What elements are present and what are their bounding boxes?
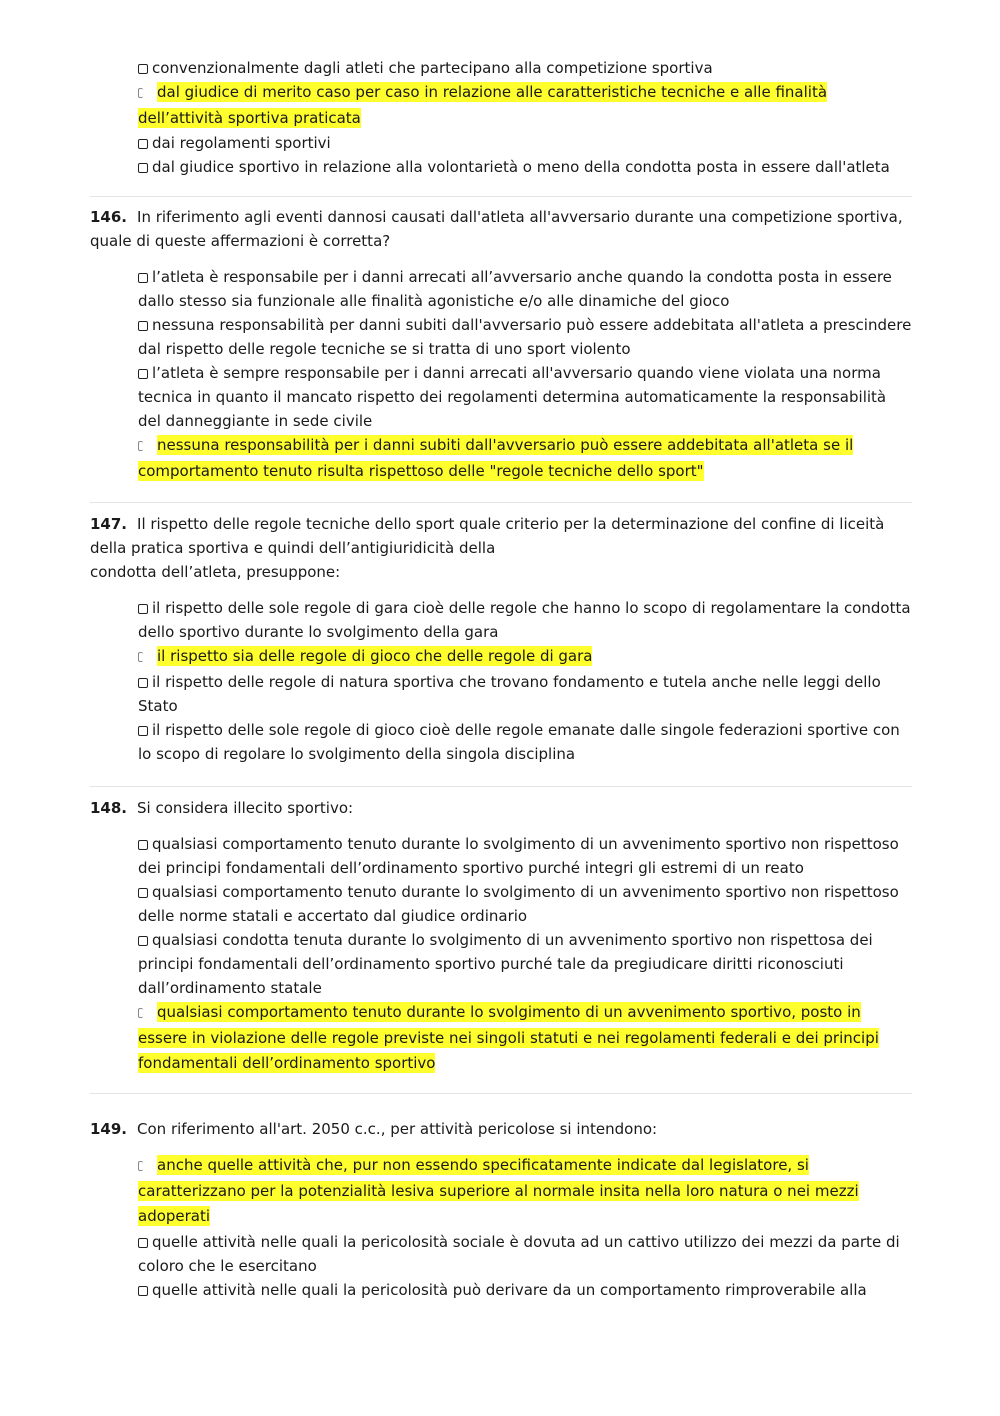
question-number: 147. (90, 515, 128, 533)
option-text: dal giudice sportivo in relazione alla volontarietà o meno della condotta posta in essere dall'atleta (152, 158, 890, 176)
option-text: il rispetto delle regole di natura sportiva che trovano fondamento e tutela anche nelle leggi dello Stato (138, 672, 881, 715)
option-text: qualsiasi comportamento tenuto durante lo svolgimento di un avvenimento sportivo non rispettoso delle norme statali e accertato dal giudice ordinario (138, 883, 899, 925)
checkbox-icon[interactable] (138, 1286, 148, 1296)
option-text: il rispetto delle sole regole di gioco cioè delle regole emanate dalle singole federazioni sportive con lo scopo di regolare lo svolgimento della singola disciplina (138, 720, 900, 763)
question-number: 148. (90, 799, 128, 817)
option-145-a[interactable] (138, 56, 912, 80)
option-text: qualsiasi comportamento tenuto durante lo svolgimento di un avvenimento sportivo non rispettoso dei principi fondamentali dell’ordinamento sportivo purché integri gli estremi di un reato (138, 835, 899, 877)
question-146 (90, 205, 912, 484)
question-145-tail (90, 56, 912, 179)
option-147-c[interactable] (138, 670, 912, 718)
checkbox-icon[interactable] (138, 888, 148, 898)
option-text-highlighted: qualsiasi comportamento tenuto durante lo svolgimento di un avvenimento sportivo, posto in essere in violazione delle regole previste nei singoli statuti e nei regolamenti federali e dei principi fondamentali dell’ordinamento sportivo (138, 1003, 879, 1072)
question-149 (90, 1117, 912, 1302)
checkbox-icon[interactable] (138, 163, 148, 173)
option-148-b[interactable] (138, 880, 912, 928)
option-text-highlighted: nessuna responsabilità per i danni subiti dall'avversario può essere addebitata all'atleta se il comportamento tenuto risulta rispettoso delle "regole tecniche dello sport" (138, 436, 854, 480)
checkbox-icon[interactable] (138, 678, 148, 688)
question-stem: Con riferimento all'art. 2050 c.c., per attività pericolose si intendono: (137, 1120, 658, 1138)
checkbox-icon[interactable] (138, 1238, 148, 1248)
checkbox-icon[interactable] (138, 652, 143, 662)
checkbox-icon[interactable] (138, 273, 148, 283)
option-148-a[interactable] (138, 832, 912, 880)
checkbox-icon[interactable] (138, 726, 148, 736)
checkbox-icon[interactable] (138, 64, 148, 74)
question-stem: Si considera illecito sportivo: (137, 799, 354, 817)
option-147-d[interactable] (138, 718, 912, 766)
divider (90, 196, 912, 197)
option-146-b[interactable] (138, 313, 912, 361)
option-147-a[interactable] (138, 596, 912, 644)
checkbox-icon[interactable] (138, 1161, 143, 1171)
divider (90, 1093, 912, 1094)
question-text (90, 205, 912, 253)
option-text: nessuna responsabilità per danni subiti dall'avversario può essere addebitata all'atleta a prescindere dal rispetto delle regole tecniche se si tratta di uno sport violento (138, 316, 912, 358)
question-147 (90, 512, 912, 766)
option-149-a-correct[interactable] (138, 1153, 912, 1230)
checkbox-icon[interactable] (138, 1008, 143, 1018)
option-list (90, 832, 912, 1077)
checkbox-icon[interactable] (138, 840, 148, 850)
option-text: l’atleta è sempre responsabile per i danni arrecati all'avversario quando viene violata una norma tecnica in quanto il mancato rispetto dei regolamenti determina automaticamente la responsabilità del danneggiante in sede civile (138, 364, 887, 430)
question-text (90, 796, 912, 820)
option-146-a[interactable] (138, 265, 912, 313)
option-148-c[interactable] (138, 928, 912, 1000)
option-145-b-correct[interactable] (138, 80, 912, 131)
option-list (90, 596, 912, 766)
checkbox-icon[interactable] (138, 369, 148, 379)
option-146-d-correct[interactable] (138, 433, 912, 484)
question-number: 149. (90, 1120, 128, 1138)
divider (90, 786, 912, 787)
question-stem: Il rispetto delle regole tecniche dello sport quale criterio per la determinazione del confine di liceità della pratica sportiva e quindi dell’antigiuridicità della (90, 515, 885, 557)
option-text: quelle attività nelle quali la pericolosità sociale è dovuta ad un cattivo utilizzo dei mezzi da parte di coloro che le esercitano (138, 1232, 900, 1275)
question-148 (90, 796, 912, 1077)
checkbox-icon[interactable] (138, 441, 143, 451)
option-149-b[interactable] (138, 1230, 912, 1278)
checkbox-icon[interactable] (138, 88, 143, 98)
question-stem: In riferimento agli eventi dannosi causati dall'atleta all'avversario durante una competizione sportiva, quale di queste affermazioni è corretta? (90, 208, 903, 250)
option-148-d-correct[interactable] (138, 1000, 912, 1077)
checkbox-icon[interactable] (138, 139, 148, 149)
question-stem-continued: condotta dell’atleta, presuppone: (90, 563, 341, 581)
checkbox-icon[interactable] (138, 321, 148, 331)
option-145-c[interactable] (138, 131, 912, 155)
option-list (90, 265, 912, 484)
option-list (90, 56, 912, 179)
option-146-c[interactable] (138, 361, 912, 433)
option-text-highlighted: anche quelle attività che, pur non essendo specificatamente indicate dal legislatore, si caratterizzano per la potenzialità lesiva superiore al normale insita nella loro natura o nei mezzi adoperati (138, 1156, 859, 1225)
option-text-highlighted: il rispetto sia delle regole di gioco che delle regole di gara (157, 647, 593, 665)
question-text (90, 1117, 912, 1141)
option-text-highlighted: dal giudice di merito caso per caso in relazione alle caratteristiche tecniche e alle finalità dell’attività sportiva praticata (138, 83, 828, 127)
option-text: dai regolamenti sportivi (152, 134, 331, 152)
checkbox-icon[interactable] (138, 604, 148, 614)
divider (90, 502, 912, 503)
option-text: qualsiasi condotta tenuta durante lo svolgimento di un avvenimento sportivo non rispettosa dei principi fondamentali dell’ordinamento sportivo purché tale da pregiudicare diritti riconosciuti dall’ordinamento statale (138, 931, 873, 997)
option-text: convenzionalmente dagli atleti che partecipano alla competizione sportiva (152, 59, 713, 77)
option-list (90, 1153, 912, 1302)
option-text: il rispetto delle sole regole di gara cioè delle regole che hanno lo scopo di regolamentare la condotta dello sportivo durante lo svolgimento della gara (138, 599, 911, 641)
option-149-c[interactable] (138, 1278, 912, 1302)
question-text (90, 512, 912, 584)
option-145-d[interactable] (138, 155, 912, 179)
option-text: l’atleta è responsabile per i danni arrecati all’avversario anche quando la condotta posta in essere dallo stesso sia funzionale alle finalità agonistiche e/o alle dinamiche del gioco (138, 268, 892, 310)
checkbox-icon[interactable] (138, 936, 148, 946)
question-number: 146. (90, 208, 128, 226)
option-147-b-correct[interactable] (138, 644, 912, 670)
option-text: quelle attività nelle quali la pericolosità può derivare da un comportamento rimproverabile alla (152, 1280, 867, 1299)
